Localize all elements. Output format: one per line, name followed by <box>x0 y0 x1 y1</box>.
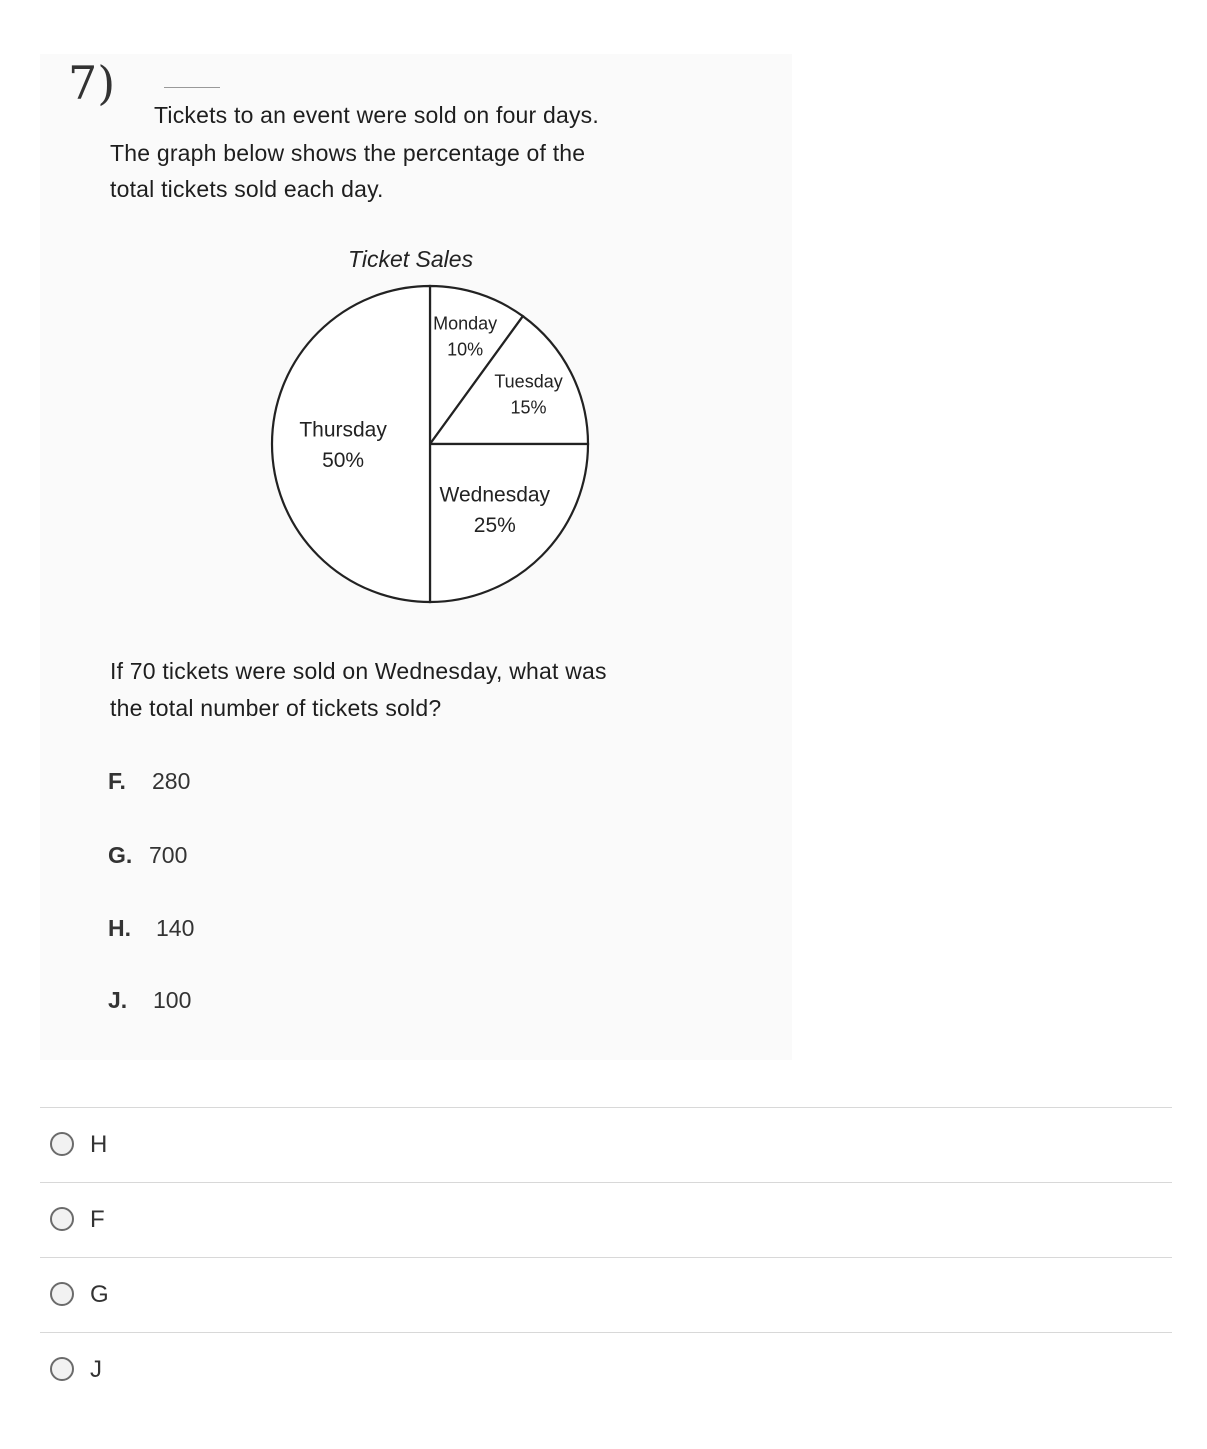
pie-percent-tuesday: 15% <box>510 397 547 418</box>
answer-option-h[interactable] <box>40 1107 1172 1182</box>
choice-value: 280 <box>152 768 191 794</box>
answer-option-g[interactable] <box>40 1257 1172 1332</box>
answer-label: J <box>90 1356 102 1383</box>
choice-value: 140 <box>156 915 195 941</box>
prompt-line-3: total tickets sold each day. <box>110 176 384 202</box>
prompt-line-1: Tickets to an event were sold on four days. <box>154 102 599 128</box>
choice-letter: H. <box>108 915 131 941</box>
pie-chart <box>260 280 600 610</box>
question-number-underline <box>164 87 220 88</box>
answer-label: F <box>90 1206 105 1233</box>
pie-percent-thursday: 50% <box>322 449 365 473</box>
pie-label-thursday: Thursday <box>299 418 387 442</box>
pie-percent-monday: 10% <box>447 339 484 360</box>
follow-up-line-1: If 70 tickets were sold on Wednesday, what was <box>110 658 607 684</box>
choice-value: 700 <box>149 842 188 868</box>
answer-label: G <box>90 1281 109 1308</box>
choice-letter: F. <box>108 768 126 794</box>
radio-button[interactable] <box>50 1207 74 1231</box>
choice-f <box>108 768 190 795</box>
question-image <box>40 54 792 1060</box>
follow-up-line-2: the total number of tickets sold? <box>110 695 442 721</box>
answer-label: H <box>90 1131 108 1158</box>
radio-button[interactable] <box>50 1132 74 1156</box>
question-number: 7) <box>68 56 116 110</box>
answer-option-j[interactable] <box>40 1332 1172 1407</box>
pie-label-tuesday: Tuesday <box>494 371 563 392</box>
chart-title: Ticket Sales <box>348 246 474 272</box>
choice-h <box>108 915 194 942</box>
pie-percent-wednesday: 25% <box>473 513 516 537</box>
pie-slice-thursday <box>272 286 430 602</box>
radio-button[interactable] <box>50 1357 74 1381</box>
choice-letter: G. <box>108 842 133 868</box>
radio-button[interactable] <box>50 1282 74 1306</box>
answer-options <box>40 1107 1172 1407</box>
choice-g <box>108 842 187 869</box>
choice-j <box>108 987 191 1014</box>
pie-label-monday: Monday <box>433 313 498 334</box>
choice-value: 100 <box>153 987 192 1013</box>
choice-letter: J. <box>108 987 128 1013</box>
pie-label-wednesday: Wednesday <box>439 483 551 507</box>
answer-option-f[interactable] <box>40 1182 1172 1257</box>
prompt-line-2: The graph below shows the percentage of the <box>110 140 586 166</box>
